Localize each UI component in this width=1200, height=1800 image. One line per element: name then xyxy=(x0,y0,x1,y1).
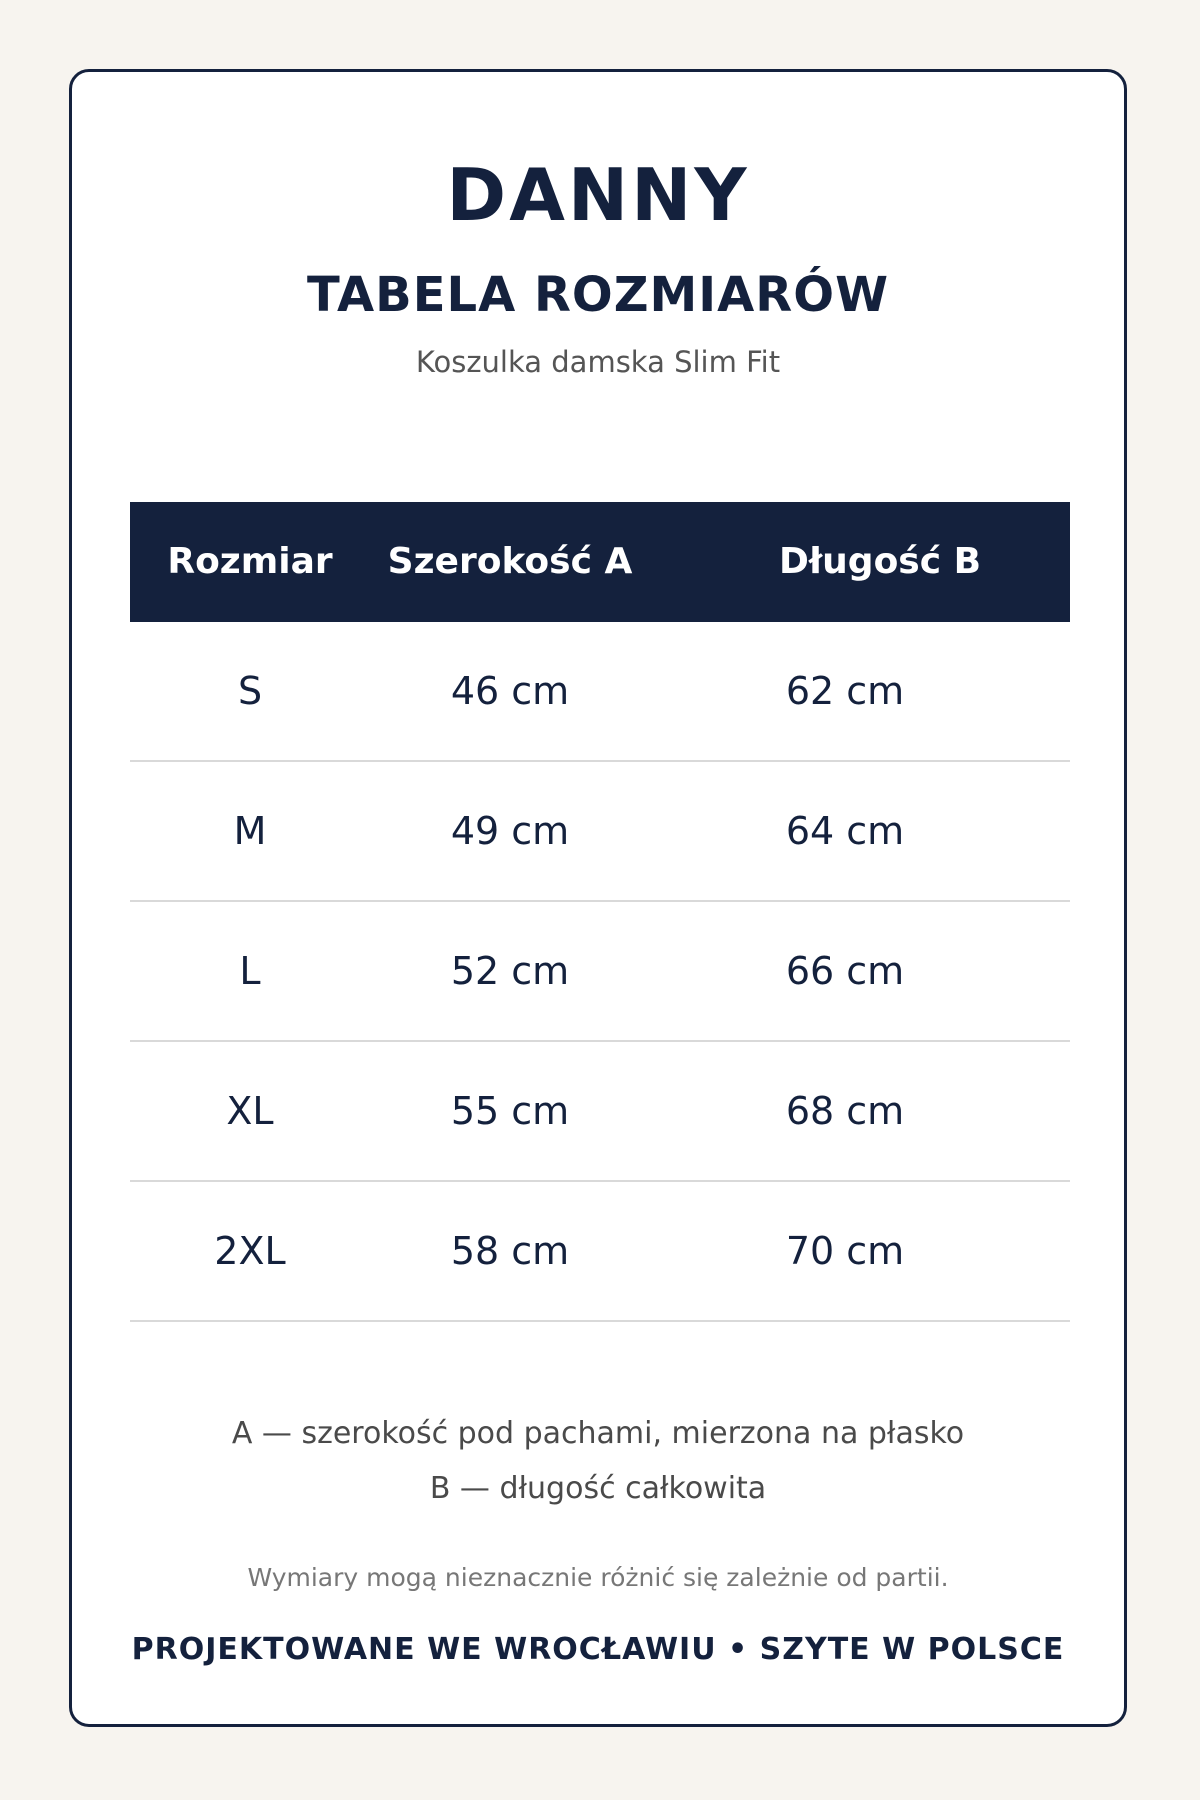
cell-width: 46 cm xyxy=(450,669,570,713)
table-row xyxy=(130,622,1070,762)
cell-size: 2XL xyxy=(214,1229,286,1273)
column-header-size: Rozmiar xyxy=(167,541,333,582)
cell-width: 55 cm xyxy=(450,1089,570,1133)
cell-size: XL xyxy=(226,1089,274,1133)
disclaimer-text: Wymiary mogą nieznacznie różnić się zależnie od partii. xyxy=(247,1563,949,1592)
page-title: TABELA ROZMIARÓW xyxy=(306,267,890,323)
cell-size: M xyxy=(233,809,267,853)
cell-width: 49 cm xyxy=(450,809,570,853)
footer-tagline: PROJEKTOWANE WE WROCŁAWIU • SZYTE W POLSCE xyxy=(131,1632,1065,1667)
cell-width: 58 cm xyxy=(450,1229,570,1273)
table-header xyxy=(130,502,1070,622)
cell-width: 52 cm xyxy=(450,949,570,993)
column-header-width: Szerokość A xyxy=(387,541,633,582)
cell-length: 66 cm xyxy=(785,949,905,993)
cell-length: 68 cm xyxy=(785,1089,905,1133)
note-length-definition: B — długość całkowita xyxy=(429,1471,767,1506)
size-table xyxy=(130,502,1070,1322)
note-width-definition: A — szerokość pod pachami, mierzona na płasko xyxy=(231,1416,965,1451)
table-row xyxy=(130,762,1070,902)
cell-length: 64 cm xyxy=(785,809,905,853)
column-header-length: Długość B xyxy=(778,541,982,582)
cell-length: 70 cm xyxy=(785,1229,905,1273)
cell-length: 62 cm xyxy=(785,669,905,713)
table-row xyxy=(130,902,1070,1042)
brand-logo: DANNY xyxy=(446,153,750,237)
table-row xyxy=(130,1042,1070,1182)
cell-size: L xyxy=(239,949,261,993)
cell-size: S xyxy=(237,669,263,713)
size-chart-card xyxy=(69,69,1127,1727)
product-subtitle: Koszulka damska Slim Fit xyxy=(415,345,781,379)
table-row xyxy=(130,1182,1070,1322)
